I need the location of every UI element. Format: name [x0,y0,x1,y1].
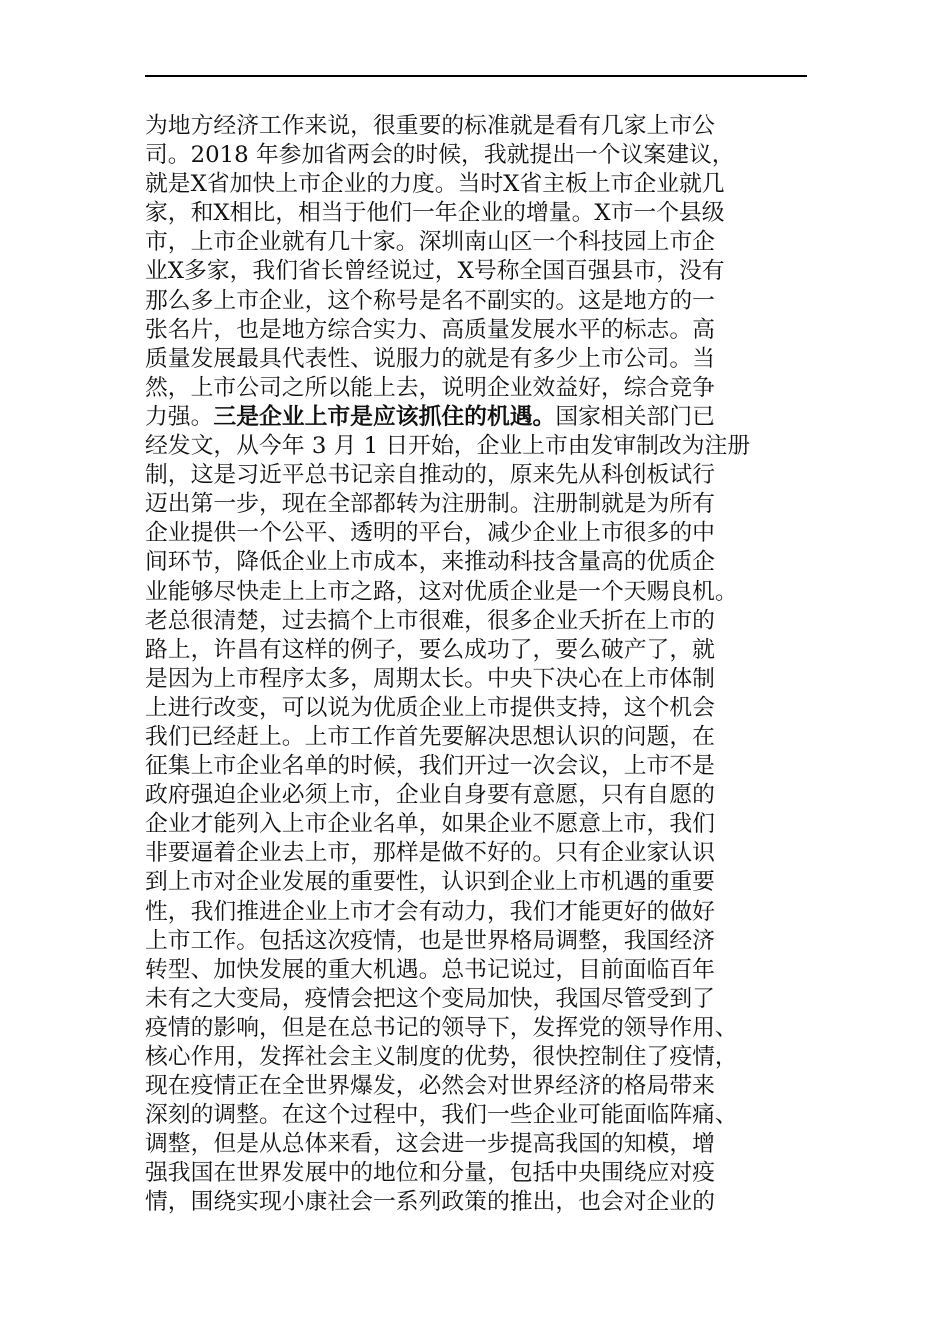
header-rule [145,75,807,77]
emphasis-heading: 三是企业上市是应该抓住的机遇。 [213,403,556,430]
text-line: 深刻的调整。在这个过程中，我们一些企业可能面临阵痛、 [145,1102,738,1129]
text-line: 经发文，从今年 3 月 1 日开始，企业上市由发审制改为注册 [145,433,751,460]
text-line: 核心作用，发挥社会主义制度的优势，很快控制住了疫情， [145,1044,738,1070]
text-line: 政府强迫企业必须上市，企业自身要有意愿，只有自愿的 [145,782,715,809]
text-line: 然，上市公司之所以能上去，说明企业效益好，综合竞争 [145,374,715,401]
text-line: 现在疫情正在全世界爆发，必然会对世界经济的格局带来 [145,1073,715,1100]
text-line: 情，围绕实现小康社会一系列政策的推出，也会对企业的 [145,1189,715,1216]
text-segment: 国家相关部门已 [555,403,715,430]
text-line: 征集上市企业名单的时候，我们开过一次会议，上市不是 [145,753,715,780]
text-line: 业能够尽快走上上市之路，这对优质企业是一个天赐良机。 [145,578,738,605]
text-line: 业X多家，我们省长曾经说过，X号称全国百强县市，没有 [145,258,725,285]
text-line: 就是X省加快上市企业的力度。当时X省主板上市企业就几 [145,171,725,198]
text-line: 性，我们推进企业上市才会有动力，我们才能更好的做好 [145,898,715,925]
text-line: 路上，许昌有这样的例子，要么成功了，要么破产了，就 [145,636,715,663]
text-line: 家，和X相比，相当于他们一年企业的增量。X市一个县级 [145,200,725,227]
text-line: 司。2018 年参加省两会的时候，我就提出一个议案建议， [145,142,735,169]
text-line: 是因为上市程序太多，周期太长。中央下决心在上市体制 [145,665,715,692]
text-line: 未有之大变局，疫情会把这个变局加快，我国尽管受到了 [145,985,715,1012]
text-line: 上进行改变，可以说为优质企业上市提供支持，这个机会 [145,694,715,721]
text-line: 疫情的影响，但是在总书记的领导下，发挥党的领导作用、 [145,1014,738,1041]
text-line: 制，这是习近平总书记亲自推动的，原来先从科创板试行 [145,462,715,489]
text-line: 市，上市企业就有几十家。深圳南山区一个科技园上市企 [145,229,715,256]
text-line: 企业才能列入上市企业名单，如果企业不愿意上市，我们 [145,811,715,838]
text-line: 间环节，降低企业上市成本，来推动科技含量高的优质企 [145,549,715,576]
text-line: 质量发展最具代表性、说服力的就是有多少上市公司。当 [145,345,715,372]
text-line: 到上市对企业发展的重要性，认识到企业上市机遇的重要 [145,869,715,896]
text-line: 那么多上市企业，这个称号是名不副实的。这是地方的一 [145,287,715,314]
text-line: 迈出第一步，现在全部都转为注册制。注册制就是为所有 [145,491,715,518]
text-line: 企业提供一个公平、透明的平台，减少企业上市很多的中 [145,520,715,547]
text-line: 我们已经赶上。上市工作首先要解决思想认识的问题，在 [145,723,715,750]
text-line: 强我国在世界发展中的地位和分量，包括中央围绕应对疫 [145,1160,715,1187]
body-paragraph [145,112,807,1218]
text-line: 老总很清楚，过去搞个上市很难，很多企业夭折在上市的 [145,607,715,634]
text-line: 张名片，也是地方综合实力、高质量发展水平的标志。高 [145,316,715,343]
text-line: 为地方经济工作来说，很重要的标准就是看有几家上市公 [145,113,715,139]
text-line: 调整，但是从总体来看，这会进一步提高我国的知模，增 [145,1131,715,1158]
text-line: 转型、加快发展的重大机遇。总书记说过，目前面临百年 [145,956,715,983]
text-segment: 力强。 [145,403,214,430]
text-line: 非要逼着企业去上市，那样是做不好的。只有企业家认识 [145,840,715,867]
text-line: 上市工作。包括这次疫情，也是世界格局调整，我国经济 [145,927,715,954]
text-line-with-emphasis [145,403,807,432]
